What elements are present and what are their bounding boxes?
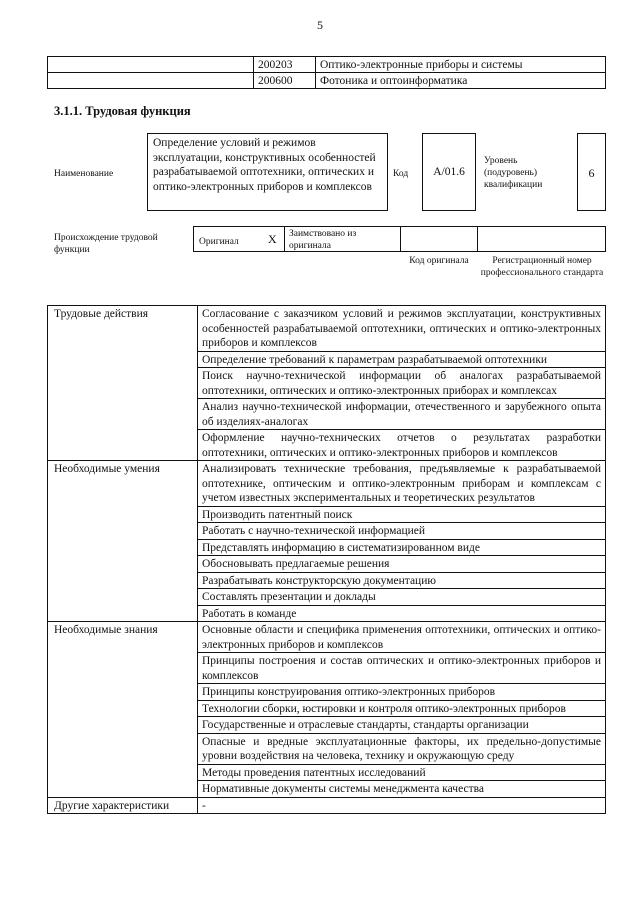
original-code-cell bbox=[400, 226, 478, 252]
item-cell: Технологии сборки, юстировки и контроля оптико-электронных приборов bbox=[198, 700, 606, 717]
item-cell: - bbox=[198, 797, 606, 814]
category-cell: Другие характеристики bbox=[48, 797, 198, 814]
item-cell: Определение требований к параметрам разрабатываемой оптотехники bbox=[198, 351, 606, 368]
item-cell: Методы проведения патентных исследований bbox=[198, 764, 606, 781]
table-row bbox=[48, 622, 606, 653]
code-box bbox=[422, 133, 476, 211]
level-label: Уровень (подуровень) квалификации bbox=[484, 156, 543, 190]
reg-number-caption: Регистрационный номер профессионального стандарта bbox=[480, 256, 604, 278]
original-cell bbox=[193, 226, 285, 252]
item-cell: Опасные и вредные эксплуатационные факторы, их предельно-допустимые уровни воздействия на человека, технику и окружающую среду bbox=[198, 733, 606, 764]
section-title: 3.1.1. Трудовая функция bbox=[54, 104, 191, 118]
code-original-caption: Код оригинала bbox=[409, 256, 469, 266]
item-cell: Производить патентный поиск bbox=[198, 506, 606, 523]
function-code: А/01.6 bbox=[433, 166, 465, 178]
category-cell: Трудовые действия bbox=[48, 306, 198, 461]
specialty-code: 200600 bbox=[254, 73, 316, 89]
table-row bbox=[48, 306, 606, 352]
page-number: 5 bbox=[317, 18, 323, 32]
table-row bbox=[48, 461, 606, 507]
origin-label: Происхождение трудовой функции bbox=[54, 233, 158, 255]
item-cell: Представлять информацию в систематизированном виде bbox=[198, 539, 606, 556]
item-cell: Анализировать технические требования, предъявляемые к разрабатываемой оптотехнике, оптическим и оптико-электронным приборам и комплексам с учетом известных экспериментальных и теоретических результатов bbox=[198, 461, 606, 507]
qualification-level: 6 bbox=[588, 166, 595, 180]
category-cell: Необходимые умения bbox=[48, 461, 198, 622]
item-cell: Оформление научно-технических отчетов о результатах разработки оптотехники, оптических и оптико-электронных приборов и комплексов bbox=[198, 430, 606, 461]
item-cell: Поиск научно-технической информации об аналогах разрабатываемой оптотехники, оптических и оптико-электронных приборах и комплексах bbox=[198, 368, 606, 399]
level-box bbox=[577, 133, 606, 211]
item-cell: Государственные и отраслевые стандарты, стандарты организации bbox=[198, 717, 606, 734]
function-name-box bbox=[147, 133, 388, 211]
item-cell: Основные области и специфика применения оптотехники, оптических и оптико-электронных приборов и комплексов bbox=[198, 622, 606, 653]
item-cell: Анализ научно-технической информации, отечественного и зарубежного опыта об изделиях-аналогах bbox=[198, 399, 606, 430]
reg-number-cell bbox=[477, 226, 606, 252]
code-label: Код bbox=[393, 169, 409, 179]
original-mark: X bbox=[268, 232, 277, 246]
table-row bbox=[48, 73, 606, 89]
item-cell: Обосновывать предлагаемые решения bbox=[198, 556, 606, 573]
original-label: Оригинал bbox=[199, 237, 239, 247]
specialty-name: Оптико-электронные приборы и системы bbox=[316, 57, 606, 73]
item-cell: Принципы конструирования оптико-электронных приборов bbox=[198, 684, 606, 701]
specialty-codes-table bbox=[47, 56, 606, 89]
item-cell: Работать в команде bbox=[198, 605, 606, 622]
labor-function-table bbox=[47, 305, 606, 814]
specialty-name: Фотоника и оптоинформатика bbox=[316, 73, 606, 89]
function-name: Определение условий и режимов эксплуатации, конструктивных особенностей разрабатываемой оптотехники, оптических и оптико-электронных приборов и комплексов bbox=[153, 137, 376, 193]
item-cell: Нормативные документы системы менеджмента качества bbox=[198, 781, 606, 798]
category-cell: Необходимые знания bbox=[48, 622, 198, 798]
item-cell: Разрабатывать конструкторскую документацию bbox=[198, 572, 606, 589]
item-cell: Согласование с заказчиком условий и режимов эксплуатации, конструктивных особенностей разрабатываемой оптотехники, оптических и оптико-электронных приборов и комплексов bbox=[198, 306, 606, 352]
borrowed-label: Заимствовано из оригинала bbox=[289, 229, 357, 251]
table-row bbox=[48, 797, 606, 814]
borrowed-cell bbox=[284, 226, 401, 252]
item-cell: Работать с научно-технической информацией bbox=[198, 523, 606, 540]
name-label: Наименование bbox=[54, 169, 114, 179]
table-row bbox=[48, 57, 606, 73]
item-cell: Составлять презентации и доклады bbox=[198, 589, 606, 606]
item-cell: Принципы построения и состав оптических и оптико-электронных приборов и комплексов bbox=[198, 653, 606, 684]
specialty-code: 200203 bbox=[254, 57, 316, 73]
empty-cell bbox=[48, 57, 254, 73]
empty-cell bbox=[48, 73, 254, 89]
